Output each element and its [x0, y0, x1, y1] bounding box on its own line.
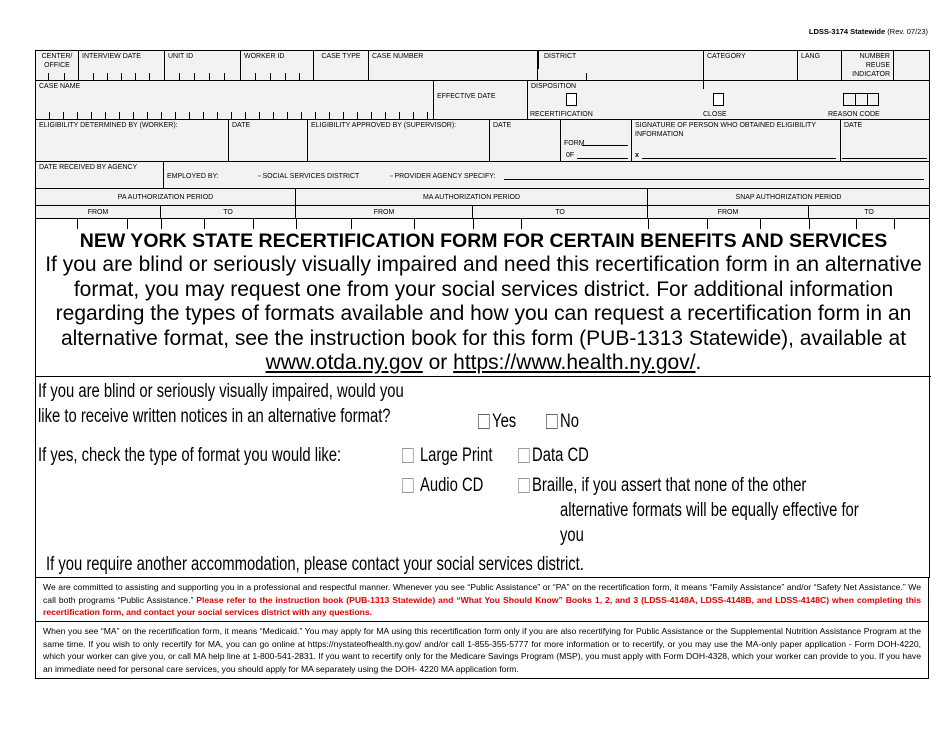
braille-checkbox[interactable] — [518, 478, 530, 493]
pa-from: FROM — [36, 206, 161, 219]
specify-input[interactable] — [504, 171, 924, 180]
ma-notice-text: When you see “MA” on the recertification form, it means “Medicaid.” You may apply for MA using this recertification form only if you are also recertifying for Public Assistance or the Supplemental Nutrition Assistance Program at the same time. If you wish to only recertify for MA, you can go online at https://nystateofhealth.ny.gov/ and/or call 1-855-355-5777 for more information or to recertify, or you may use the MA-only paper application - Form DOH-4220, which your worker can give you, or call MA help line at 1-800-541-2831. If you want to recertify only for the Medicare Savings Program (MSP), you must apply with Form DOH-4328, which your worker can provide to you. If you have an immediate need for personal care services, you should apply for MA separately using the DOH- 4220 MA application form. — [43, 626, 921, 674]
label: CLOSE — [703, 111, 727, 118]
label: Data CD — [532, 445, 589, 466]
label: No — [560, 411, 579, 432]
label: DATE — [232, 122, 251, 129]
worker-id-field[interactable] — [241, 51, 314, 81]
snap-from: FROM — [648, 206, 809, 219]
label: SOCIAL SERVICES DISTRICT — [262, 173, 360, 180]
case-name-field[interactable] — [36, 81, 434, 120]
interview-date-field[interactable] — [79, 51, 165, 81]
x-mark: x — [635, 152, 639, 159]
accommodation-text: If you require another accommodation, please contact your social services district. — [46, 554, 584, 575]
label: SIGNATURE OF PERSON WHO OBTAINED ELIGIBILITY INFORMATION — [635, 122, 816, 138]
form-title: NEW YORK STATE RECERTIFICATION FORM FOR CERTAIN BENEFITS AND SERVICES — [79, 230, 888, 252]
yes-checkbox[interactable] — [478, 414, 490, 429]
date-received-field[interactable] — [36, 162, 164, 189]
no-option[interactable] — [546, 410, 579, 434]
yes-option[interactable] — [478, 410, 516, 434]
disposition-section — [528, 81, 930, 120]
label: RECERTIFICATION — [530, 111, 593, 118]
braille-text-3: you — [560, 525, 584, 546]
employed-by-section — [164, 162, 930, 189]
label: EFFECTIVE DATE — [437, 93, 496, 100]
label: CASE NUMBER — [372, 53, 424, 60]
alt-format-question-2: like to receive written notices in an alternative format? — [38, 406, 391, 427]
reason-code-field[interactable] — [843, 93, 879, 106]
main-section — [35, 228, 930, 578]
ma-notice — [35, 622, 929, 679]
label: CASE NAME — [39, 83, 81, 90]
label: DATE RECEIVED BY AGENCY — [39, 164, 138, 171]
label: Braille, if you assert that none of the other — [532, 475, 807, 496]
label: CATEGORY — [707, 53, 746, 60]
label: CENTER/ OFFICE — [41, 53, 73, 69]
or-text: or — [422, 351, 454, 374]
audio-cd-checkbox[interactable] — [402, 478, 414, 493]
case-number-field[interactable] — [369, 51, 538, 81]
case-type-field[interactable] — [314, 51, 369, 81]
close-checkbox[interactable] — [713, 93, 724, 106]
pa-notice — [35, 578, 929, 622]
label: NUMBER REUSE INDICATOR — [852, 53, 890, 78]
lang-field[interactable] — [798, 51, 842, 81]
otda-link[interactable]: www.otda.ny.gov — [265, 351, 423, 374]
label: Audio CD — [419, 475, 484, 496]
label: ELIGIBILITY DETERMINED BY (WORKER): — [39, 122, 178, 129]
label: DATE — [844, 122, 863, 129]
label: INTERVIEW DATE — [82, 53, 141, 60]
data-cd-option[interactable] — [518, 444, 589, 468]
pa-notice-text: We are committed to assisting and supporting you in a professional and respectful manner. Whenever you see “Public Assistance” or “PA” on the recertification form, it means “Family Assistance” and/or “Safety Net Assistance.” We call both programs “Public Assistance.” — [43, 582, 921, 605]
pa-to: TO — [161, 206, 296, 219]
label: ELIGIBILITY APPROVED BY (SUPERVISOR): — [311, 122, 457, 129]
social-services-option[interactable]: ▫ SOCIAL SERVICES DISTRICT — [258, 173, 360, 180]
center-office-field[interactable] — [36, 51, 79, 81]
office-use-grid — [35, 50, 930, 228]
form-number: LDSS-3174 Statewide — [808, 27, 886, 36]
label: CASE TYPE — [321, 53, 361, 60]
large-print-checkbox[interactable] — [402, 448, 414, 463]
label: 0F — [566, 152, 575, 159]
district-field[interactable] — [538, 51, 704, 81]
pa-period-header: PA AUTHORIZATION PERIOD — [36, 189, 296, 206]
large-print-option[interactable] — [402, 444, 492, 468]
ma-from: FROM — [296, 206, 473, 219]
eligibility-supervisor-field[interactable] — [308, 120, 490, 162]
number-reuse-indicator-field[interactable] — [842, 51, 894, 81]
form-id — [809, 27, 928, 36]
intro-text: If you are blind or seriously visually impaired and need this recertification form in an alternative format, you may request one from your social services district. For additional information regarding the types of formats available and how you can request a recertification form in an alternative format, see the instruction book for this form (PUB-1313 Statewide), available at — [45, 253, 922, 350]
label: DISPOSITION — [531, 83, 577, 90]
label: PROVIDER AGENCY SPECIFY: — [394, 173, 496, 180]
supervisor-date-field[interactable] — [490, 120, 561, 162]
health-link[interactable]: https://www.health.ny.gov/ — [453, 351, 696, 374]
eligibility-worker-field[interactable] — [36, 120, 229, 162]
worker-date-field[interactable] — [229, 120, 308, 162]
recertification-checkbox[interactable] — [566, 93, 577, 106]
signature-date-field[interactable] — [841, 120, 930, 162]
label: Large Print — [419, 445, 493, 466]
revision: (Rev. 07/23) — [887, 27, 928, 36]
label: LANG — [801, 53, 821, 60]
label: EMPLOYED BY: — [167, 173, 219, 180]
reuse-value-field[interactable] — [894, 51, 930, 81]
ma-to: TO — [473, 206, 648, 219]
braille-option[interactable] — [518, 474, 806, 498]
label: REASON CODE — [828, 111, 880, 118]
alternative-format-intro — [36, 253, 931, 376]
category-field[interactable] — [704, 51, 798, 81]
snap-period-header: SNAP AUTHORIZATION PERIOD — [648, 189, 930, 206]
label: DISTRICT — [544, 53, 577, 60]
unit-id-field[interactable] — [165, 51, 241, 81]
period: . — [695, 351, 702, 374]
no-checkbox[interactable] — [546, 414, 558, 429]
label: UNIT ID — [168, 53, 194, 60]
provider-agency-option[interactable]: ▫ PROVIDER AGENCY SPECIFY: — [390, 173, 496, 180]
audio-cd-option[interactable] — [402, 474, 483, 498]
label: WORKER ID — [244, 53, 285, 60]
alt-format-question: If you are blind or seriously visually impaired, would you — [38, 381, 404, 402]
braille-text-2: alternative formats will be equally effective for — [560, 500, 859, 521]
label: DATE — [493, 122, 512, 129]
label: Yes — [492, 411, 517, 432]
format-type-question: If yes, check the type of format you would like: — [38, 445, 342, 466]
signature-field[interactable] — [632, 120, 841, 162]
pa-notice-warning: Please refer to the instruction book (PUB-1313 Statewide) and “What You Should Know” Books 1, 2, and 3 (LDSS-4148A, LDSS-4148B, and LDSS-4148C) when completing this recertification form, and contact your social services district with any questions. — [43, 594, 921, 618]
form-of-field[interactable] — [561, 120, 632, 162]
snap-to: TO — [809, 206, 930, 219]
ma-period-header: MA AUTHORIZATION PERIOD — [296, 189, 648, 206]
effective-date-field[interactable] — [434, 81, 528, 120]
label: FORM — [564, 140, 585, 147]
data-cd-checkbox[interactable] — [518, 448, 530, 463]
